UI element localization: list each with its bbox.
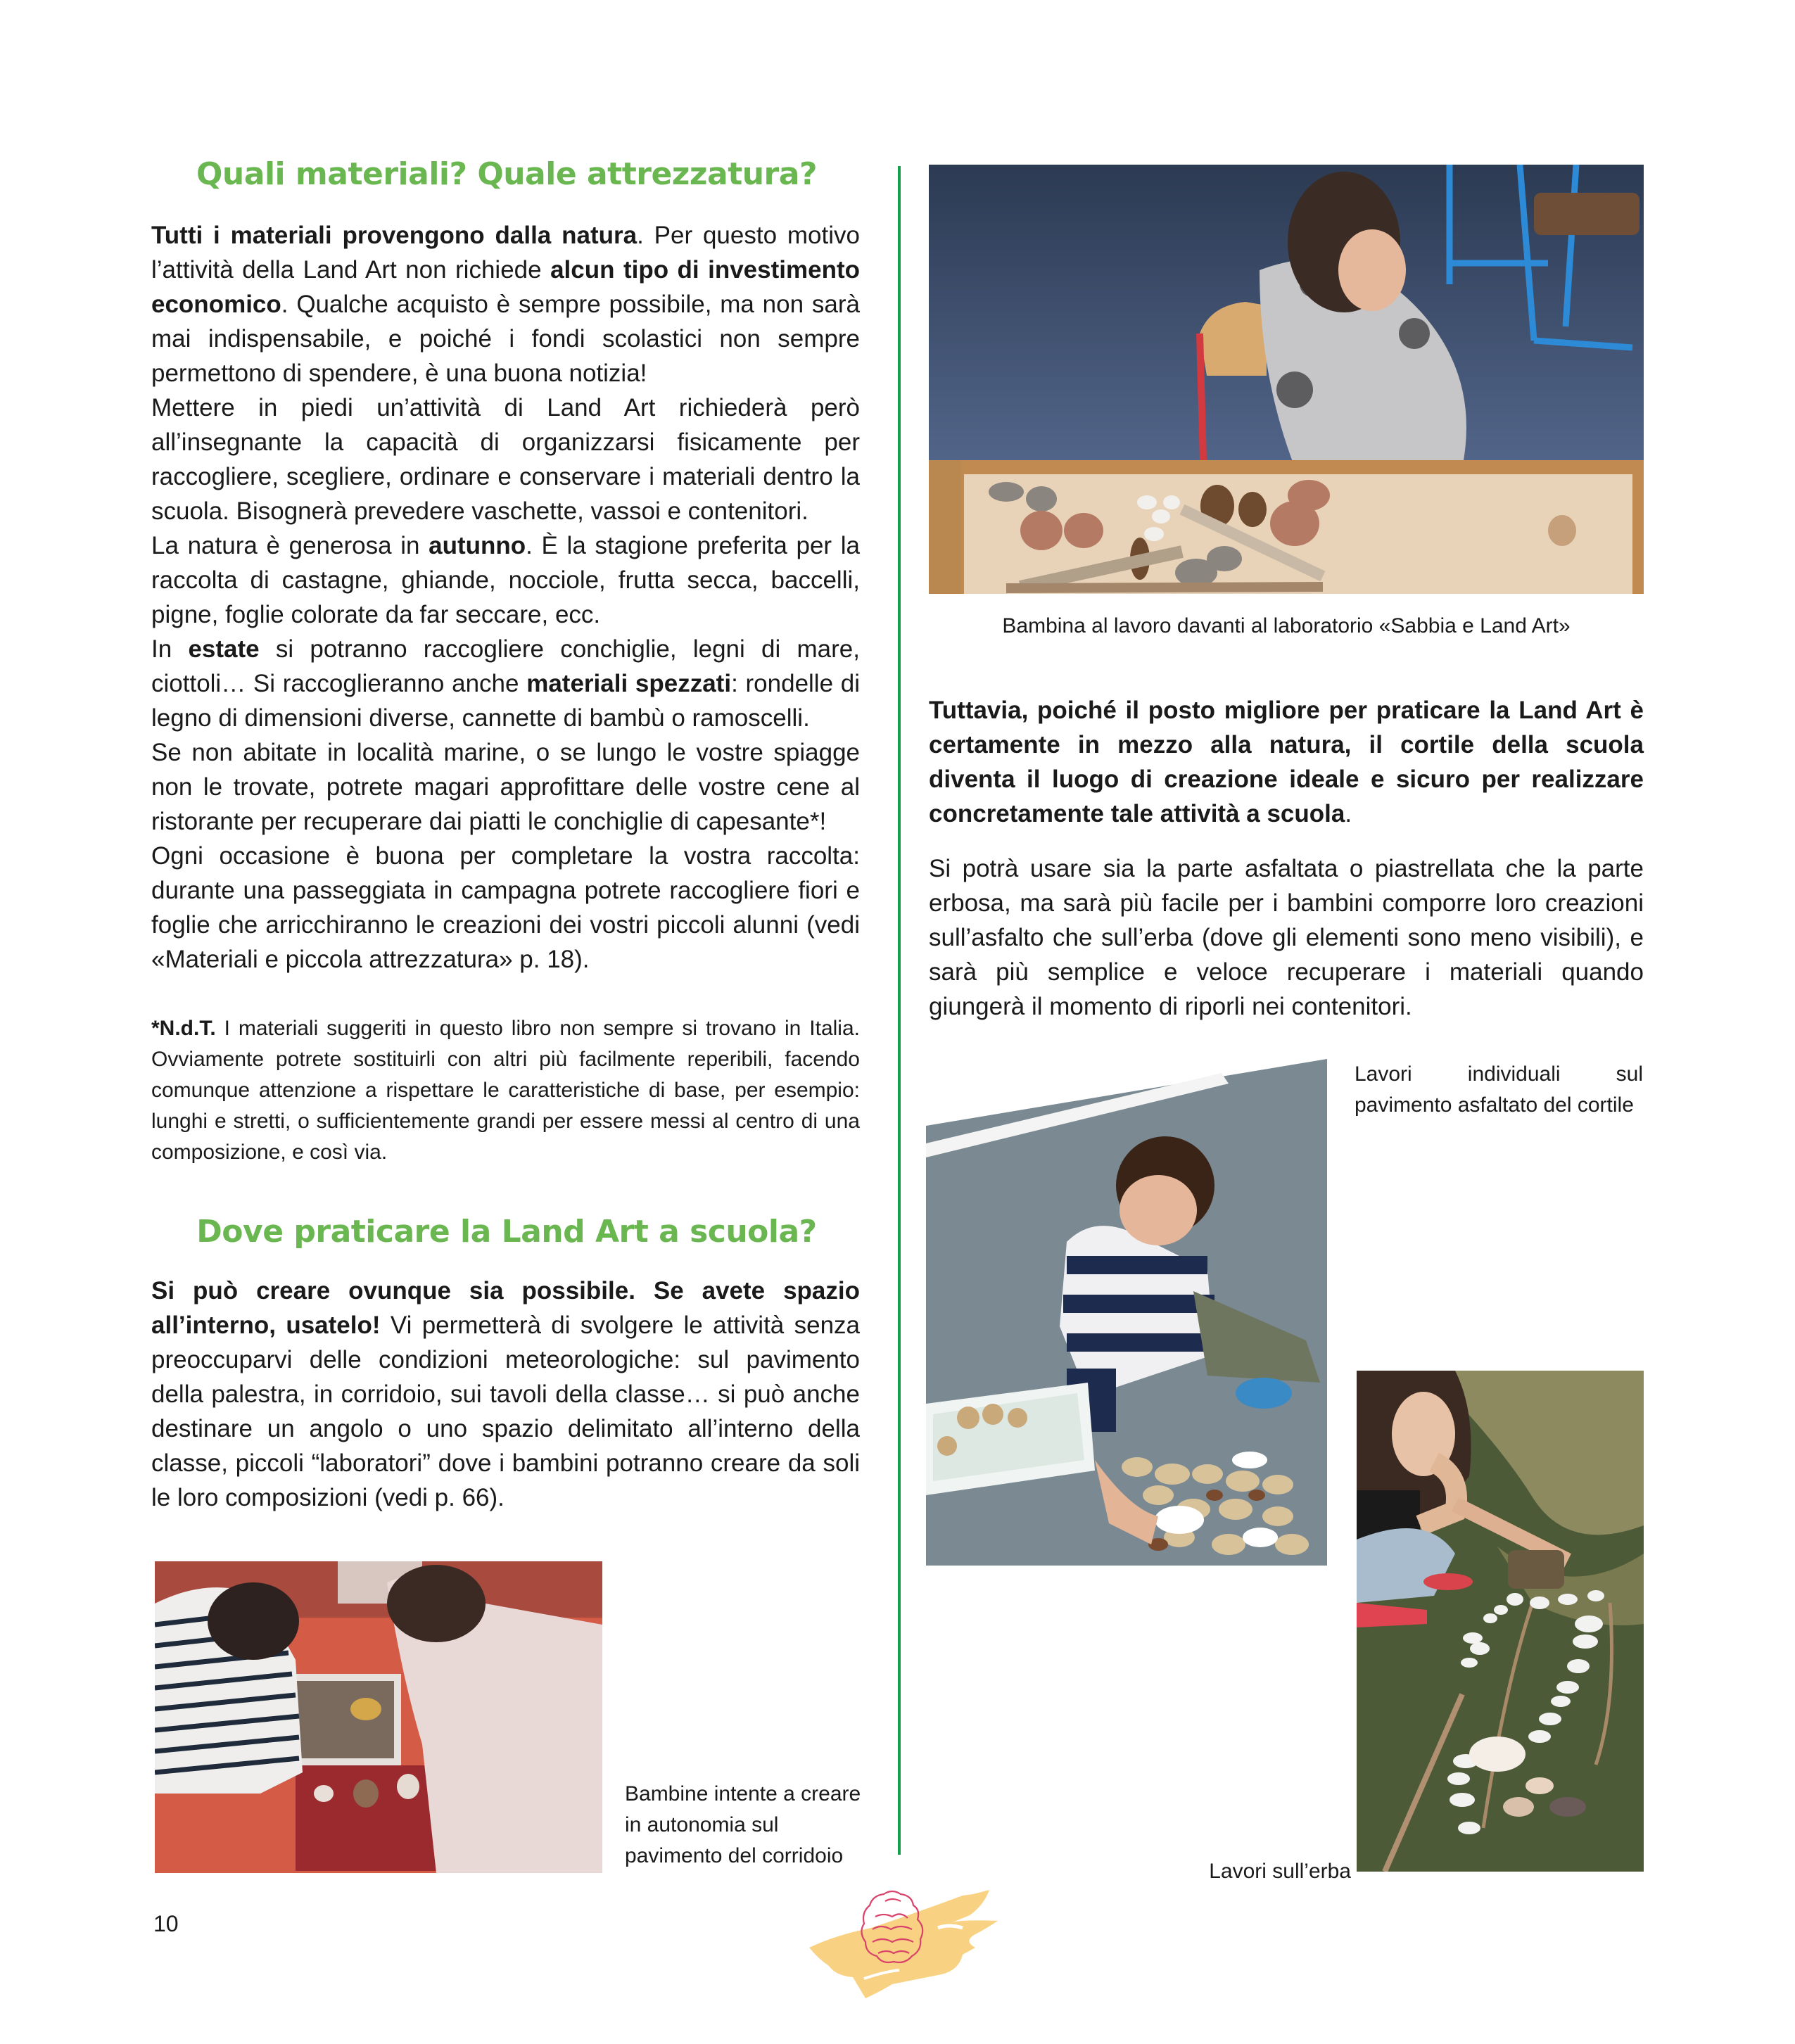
bold-text: materiali spezzati [526,670,732,697]
paragraph-summer [151,632,860,735]
paragraph-asphalt-grass: Si potrà usare sia la parte asfaltata o piastrellata che la parte erbosa, ma sarà più facile per i bambini comporre loro creazioni sull’asfalto che sull’erba (dove gli elementi sono meno visibili), e sarà più semplice e veloce recuperare i materiali quando giungerà il momento di riporli nei contenitori. [929,855,1644,1020]
caption-sandbox: Bambina al lavoro davanti al laboratorio «Sabbia e Land Art» [1002,614,1571,637]
photo-girls-corridor [155,1561,602,1873]
translator-note [151,1013,860,1168]
paragraph-natural-materials [151,218,860,391]
text: . [1345,800,1352,827]
sandbox-photo-illustration [929,165,1644,594]
page-number: 10 [153,1911,179,1936]
caption-asphalt: Lavori individuali sul pavimento asfaltato del cortile [1355,1062,1643,1117]
bold-text: estate [188,635,260,663]
paragraph-collection [151,839,860,977]
pinecone-ornament [808,1886,1005,2005]
paragraph-where [151,1274,860,1515]
note-text: I materiali suggeriti in questo libro non sempre si trovano in Italia. Ovviamente potrete sostituirli con altri più facilmente reperibili, facendo comunque attenzione a rispettare le caratteristiche di base, per esempio: lunghi e stretti, o sufficientemente grandi per essere messi al centro di una composizione, e così via. [151,1017,860,1164]
materials-body [151,218,860,977]
photo-sandbox-girl [929,165,1644,594]
asphalt-photo-illustration [926,1059,1327,1566]
text: . Per questo motivo l’attività della Land Art non richiede [151,222,860,284]
bold-text: Tuttavia, poiché il posto migliore per praticare la Land Art è certamente in mezzo alla natura, il cortile della scuola diventa il luogo di creazione ideale e sicuro per realizzare concretamente tale attività a scuola [929,697,1644,827]
paragraph-autumn [151,528,860,632]
text: si potranno raccogliere conchiglie, legni di mare, ciottoli… Si raccoglieranno anche [151,635,860,697]
column-divider [898,166,901,1855]
bold-text: alcun tipo di investimento economico [151,256,860,318]
paragraph-courtyard [929,693,1644,831]
paragraph-organization [151,391,860,528]
text: La natura è generosa in [151,532,429,559]
section-title-materials: Quali materiali? Quale attrezzatura? [196,156,817,192]
text: . Qualche acquisto è sempre possibile, ma non sarà mai indispensabile, e poiché i fondi scolastici non sempre permettono di spendere, è una buona notizia! [151,291,860,387]
pinecone-icon [808,1886,1005,2005]
bold-text: autunno [429,532,526,559]
photo-boy-asphalt [926,1059,1327,1566]
bold-text: Si può creare ovunque sia possibile. Se avete spazio all’interno, usatelo! [151,1277,860,1339]
note-label: *N.d.T. [151,1017,216,1040]
text: . È la stagione preferita per la raccolta di castagne, ghiande, nocciole, frutta secca, baccelli, pigne, foglie colorate da far seccare, ecc. [151,532,860,628]
text: Mettere in piedi un’attività di Land Art richiederà però all’insegnante la capacità di organizzarsi fisicamente per raccogliere, scegliere, ordinare e conservare i materiali dentro la scuola. Bisognerà prevedere vaschette, vassoi e contenitori. [151,394,860,525]
caption-corridor: Bambine intente a creare in autonomia sul pavimento del corridoio [625,1782,861,1867]
caption-grass: Lavori sull’erba [1209,1860,1351,1883]
section-title-where: Dove praticare la Land Art a scuola? [196,1214,817,1250]
corridor-photo-illustration [155,1561,602,1873]
photo-girl-grass [1357,1371,1644,1872]
text: Se non abitate in località marine, o se lungo le vostre spiagge non le trovate, potrete magari approfittare delle vostre cene al ristorante per recuperare dai piatti le conchiglie di capesante*! [151,739,860,835]
text: Vi permetterà di svolgere le attività senza preoccuparvi delle condizioni meteorologiche: sul pavimento della palestra, in corridoio, sui tavoli della classe… si può anche destinare un angolo o uno spazio delimitato all’interno della classe, piccoli “laboratori” dove i bambini potranno creare da soli le loro composizioni (vedi p. 66). [151,1312,861,1511]
text: Ogni occasione è buona per completare la vostra raccolta: durante una passeggiata in campagna potrete raccogliere fiori e foglie che arricchiranno le creazioni dei vostri piccoli alunni (vedi «Materiali e piccola attrezzatura» p. 18). [151,842,860,973]
text: : rondelle di legno di dimensioni diverse, cannette di bambù o ramoscelli. [151,670,861,732]
text: In [151,635,189,663]
paragraph-scallops [151,735,860,839]
grass-photo-illustration [1357,1371,1644,1872]
bold-text: Tutti i materiali provengono dalla natura [151,222,638,249]
